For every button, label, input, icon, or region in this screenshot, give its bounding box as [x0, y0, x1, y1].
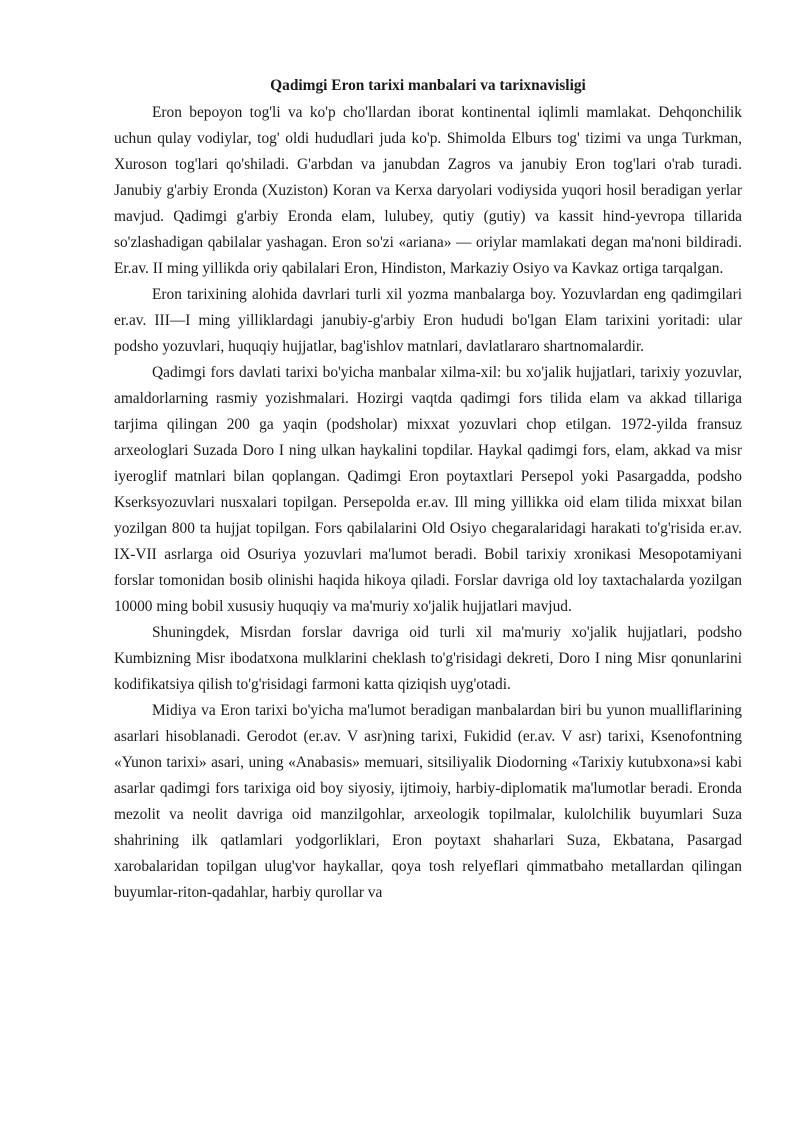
document-title: Qadimgi Eron tarixi manbalari va tarixnavisligi	[270, 77, 586, 94]
paragraph-5: Midiya va Eron tarixi bo'yicha ma'lumot beradigan manbalardan biri bu yunon mualliflarining asarlari hisoblanadi. Gerodot (er.av. V asr)ning tarixi, Fukidid (er.av. V asr) tarixi, Ksenofontning «Yunon tarixi» asari, uning «Anabasis» memuari, sitsiliyalik Diodorning «Tarixiy kutubxona»si kabi asarlar qadimgi fors tarixiga oid boy siyosiy, ijtimoiy, harbiy-diplomatik ma'lumotlar beradi. Eronda mezolit va neolit davriga oid manzilgohlar, arxeologik topilmalar, kulolchilik buyumlari Suza shahrining ilk qatlamlari yodgorliklari, Eron poytaxt shaharlari Suza, Ekbatana, Pasargad xarobalaridan topilgan ulug'vor haykallar, qoya tosh relyeflari qimmatbaho metallardan qilingan buyumlar-riton-qadahlar, harbiy qurollar va	[114, 702, 742, 901]
document-page	[114, 72, 742, 906]
paragraph-3: Qadimgi fors davlati tarixi bo'yicha manbalar xilma-xil: bu xo'jalik hujjatlari, tarixiy yozuvlar, amaldorlarning rasmiy yozishmalari. Hozirgi vaqtda qadimgi fors tilida elam va akkad tillariga tarjima qilingan 200 ga yaqin (podsholar) mixxat yozuvlari chop etilgan. 1972-yilda fransuz arxeologlari Suzada Doro I ning ulkan haykalini topdilar. Haykal qadimgi fors, elam, akkad va misr iyeroglif matnlari bilan qoplangan. Qadimgi Eron poytaxtlari Persepol yoki Pasargadda, podsho Kserksyozuvlari nusxalari topilgan. Persepolda er.av. Ill ming yillikka oid elam tilida mixxat bilan yozilgan 800 ta hujjat topilgan. Fors qabilalarini Old Osiyo chegaralaridagi harakati to'g'risida er.av. IX-VII asrlarga oid Osuriya yozuvlari ma'lumot beradi. Bobil tarixiy xronikasi Mesopotamiyani forslar tomonidan bosib olinishi haqida hikoya qiladi. Forslar davriga old loy taxtachalarda yozilgan 10000 ming bobil xususiy huquqiy va ma'muriy xo'jalik hujjatlari mavjud.	[114, 364, 742, 615]
paragraph-4: Shuningdek, Misrdan forslar davriga oid turli xil ma'muriy xo'jalik hujjatlari, podsho Kumbizning Misr ibodatxona mulklarini cheklash to'g'risidagi dekreti, Doro I ning Misr qonunlarini kodifikatsiya qilish to'g'risidagi farmoni katta qiziqish uyg'otadi.	[114, 624, 742, 693]
paragraph-1: Eron bepoyon tog'li va ko'p cho'llardan iborat kontinental iqlimli mamlakat. Dehqonchilik uchun qulay vodiylar, tog' oldi hududlari juda ko'p. Shimolda Elburs tog' tizimi va unga Turkman, Xuroson tog'lari qo'shiladi. G'arbdan va janubdan Zagros va janubiy Eron tog'lari o'rab turadi. Janubiy g'arbiy Eronda (Xuziston) Koran va Kerxa daryolari vodiysida yuqori hosil beradigan yerlar mavjud. Qadimgi g'arbiy Eronda elam, lulubey, qutiy (gutiy) va kassit hind-yevropa tillarida so'zlashadigan qabilalar yashagan. Eron so'zi «ariana» — oriylar mamlakati degan ma'noni bildiradi. Er.av. II ming yillikda oriy qabilalari Eron, Hindiston, Markaziy Osiyo va Kavkaz ortiga tarqalgan.	[114, 104, 742, 277]
paragraph-2: Eron tarixining alohida davrlari turli xil yozma manbalarga boy. Yozuvlardan eng qadimgilari er.av. III—I ming yilliklardagi janubiy-g'arbiy Eron hududi bo'lgan Elam tarixini yoritadi: ular podsho yozuvlari, huquqiy hujjatlar, bag'ishlov matnlari, davlatlararo shartnomalardir.	[114, 286, 742, 355]
